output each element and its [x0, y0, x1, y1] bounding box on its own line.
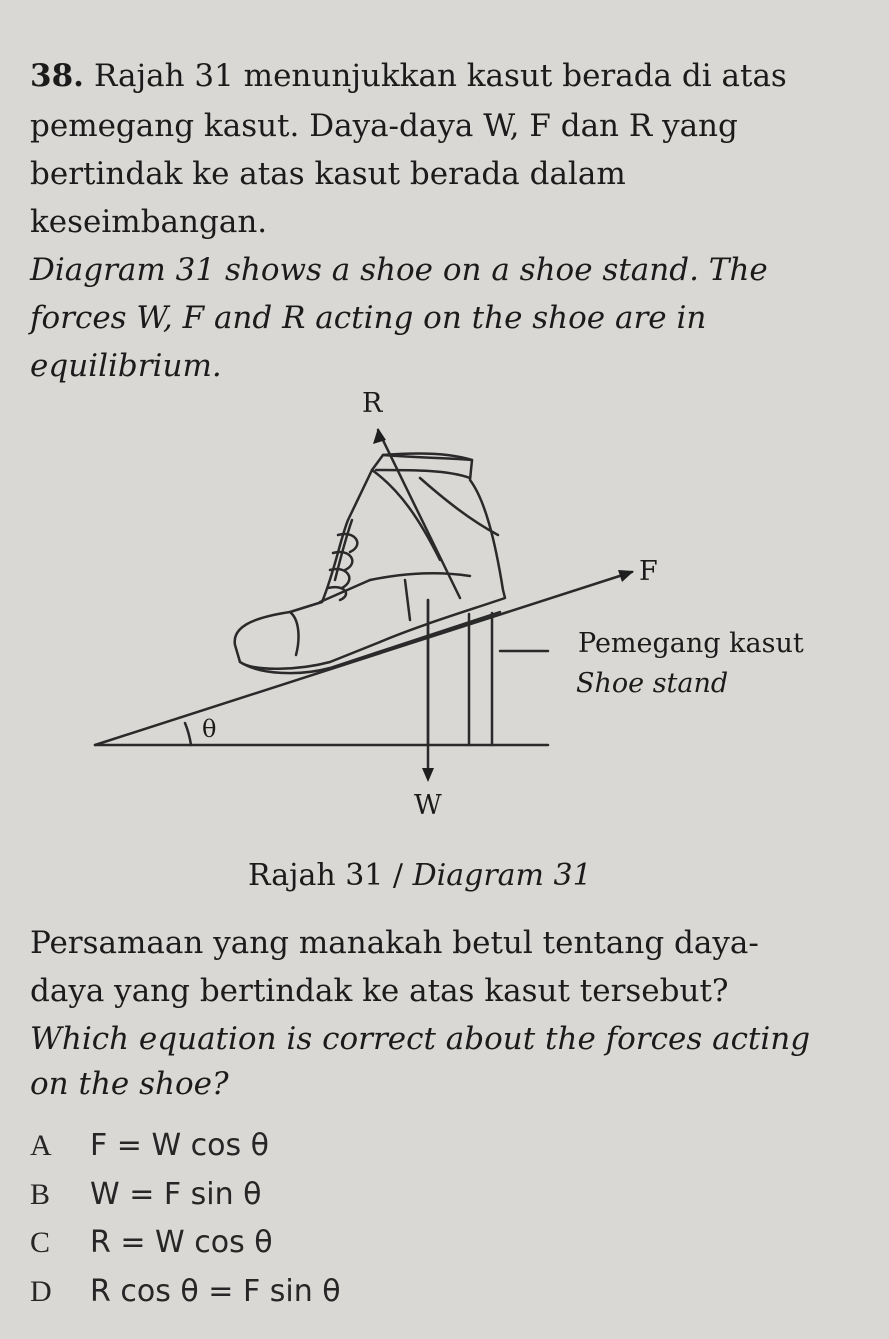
- angle-arc: [185, 723, 191, 745]
- option-d[interactable]: [30, 1274, 341, 1309]
- option-b-text: W = F sin θ: [90, 1177, 262, 1212]
- option-d-text: R cos θ = F sin θ: [90, 1274, 341, 1309]
- incline-line: [95, 572, 632, 745]
- option-a-letter: A: [30, 1129, 52, 1162]
- prompt-line-en-2: on the shoe?: [30, 1066, 229, 1102]
- figure-caption: Rajah 31 / Diagram 31: [248, 858, 592, 893]
- prompt-line-2: daya yang bertindak ke atas kasut tersebut?: [30, 973, 729, 1009]
- shoe-sole: [240, 612, 500, 673]
- label-r: R: [362, 388, 383, 419]
- option-a-text: F = W cos θ: [90, 1128, 270, 1163]
- label-theta: θ: [202, 715, 217, 743]
- question-line-en-1: Diagram 31 shows a shoe on a shoe stand. The: [30, 252, 768, 288]
- option-c[interactable]: [30, 1225, 273, 1260]
- arrow-f-head: [618, 570, 634, 582]
- question-line-4: keseimbangan.: [30, 204, 268, 240]
- option-a[interactable]: [30, 1128, 269, 1163]
- shoe-outline: [235, 453, 505, 668]
- question-line-en-3: equilibrium.: [30, 348, 222, 384]
- label-w: W: [414, 790, 442, 821]
- question-line-2: pemegang kasut. Daya-daya W, F dan R yang: [30, 108, 738, 144]
- option-b[interactable]: [30, 1177, 262, 1212]
- question-line-en-2: forces W, F and R acting on the shoe are in: [30, 300, 707, 336]
- option-c-letter: C: [30, 1226, 51, 1259]
- question-number: 38.: [30, 58, 84, 94]
- prompt-line-en-1: Which equation is correct about the forces acting: [30, 1021, 811, 1057]
- question-line-1: 38. Rajah 31 menunjukkan kasut berada di atas: [30, 58, 787, 94]
- label-shoe-stand-english: Shoe stand: [576, 668, 729, 699]
- option-b-letter: B: [30, 1178, 51, 1211]
- arrow-w-head: [422, 768, 434, 782]
- option-d-letter: D: [30, 1275, 52, 1308]
- label-f: F: [639, 556, 658, 587]
- prompt-line-1: Persamaan yang manakah betul tentang daya-: [30, 925, 759, 961]
- question-line-3: bertindak ke atas kasut berada dalam: [30, 156, 626, 192]
- label-shoe-stand-malay: Pemegang kasut: [578, 628, 804, 659]
- option-c-text: R = W cos θ: [90, 1225, 273, 1260]
